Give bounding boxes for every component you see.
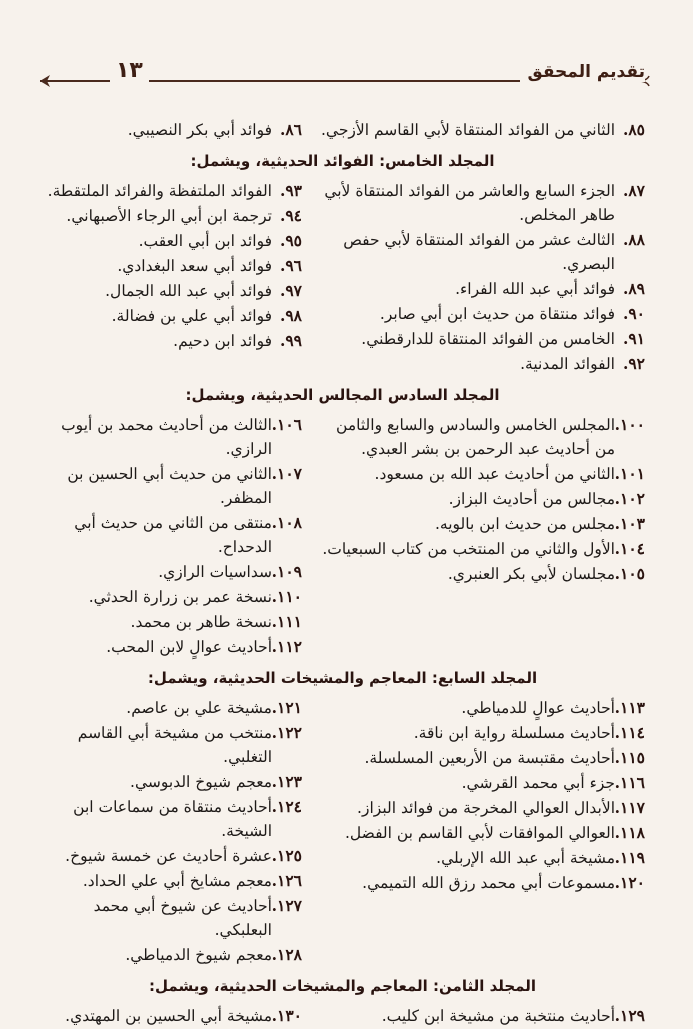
item-number: ١٠٢. bbox=[614, 489, 645, 508]
item-number: ١٠٩. bbox=[271, 562, 302, 581]
section-8-items bbox=[40, 1004, 645, 1029]
list-item bbox=[320, 462, 645, 486]
item-title: الجزء السابع والعاشر من الفوائد المنتقاة لأبي طاهر المخلص. bbox=[324, 182, 615, 224]
list-item bbox=[320, 228, 645, 276]
list-item bbox=[40, 179, 302, 203]
item-title: منتخب من مشيخة أبي القاسم التغلبي. bbox=[77, 724, 272, 766]
item-title: مشيخة أبي عبد الله الإربلي. bbox=[436, 849, 615, 867]
page-content bbox=[40, 118, 645, 1029]
list-item bbox=[40, 610, 302, 634]
list-item bbox=[40, 329, 302, 353]
item-title: جزء أبي محمد القرشي. bbox=[461, 774, 615, 792]
item-block-intro bbox=[40, 118, 645, 143]
list-item bbox=[40, 118, 302, 142]
item-title: أحاديث منتخبة من مشيخة ابن كليب. bbox=[381, 1007, 615, 1025]
item-number: ١٠٤. bbox=[614, 539, 645, 558]
item-title: فوائد أبي عبد الله الجمال. bbox=[105, 282, 272, 300]
item-title: نسخة عمر بن زرارة الحدثي. bbox=[88, 588, 272, 606]
item-number: ١١٥. bbox=[614, 748, 645, 767]
item-title: أحاديث مقتبسة من الأربعين المسلسلة. bbox=[364, 749, 615, 767]
item-title: معجم شيوخ الدمياطي. bbox=[125, 946, 272, 964]
section-title-volume-6: المجلد السادس المجالس الحديثية، ويشمل: bbox=[185, 386, 500, 404]
list-item bbox=[320, 179, 645, 227]
list-item bbox=[40, 844, 302, 868]
item-title: الثالث عشر من الفوائد المنتقاة لأبي حفص البصري. bbox=[343, 231, 615, 273]
item-number: ١٠٦. bbox=[271, 415, 302, 434]
item-title: فوائد أبي بكر النصيبي. bbox=[127, 121, 272, 139]
item-title: فوائد ابن أبي العقب. bbox=[138, 232, 272, 250]
item-title: الثاني من حديث أبي الحسين بن المظفر. bbox=[67, 465, 272, 507]
list-item bbox=[320, 277, 645, 301]
item-number: ٩٠. bbox=[622, 304, 645, 323]
list-item bbox=[40, 304, 302, 328]
item-number: ١٣٠. bbox=[271, 1006, 302, 1025]
item-title: مشيخة أبي الحسين بن المهتدي. bbox=[65, 1007, 272, 1025]
list-item bbox=[320, 1004, 645, 1028]
item-number: ٩٥. bbox=[279, 231, 302, 250]
list-item bbox=[320, 696, 645, 720]
item-title: الثاني من أحاديث عبد الله بن مسعود. bbox=[374, 465, 615, 483]
item-number: ١٢١. bbox=[271, 698, 302, 717]
item-title: الفوائد المدنية. bbox=[520, 355, 615, 373]
section-title-volume-5: المجلد الخامس: الفوائد الحديثية، ويشمل: bbox=[190, 152, 495, 170]
section-6-items bbox=[40, 413, 645, 660]
item-number: ١١٢. bbox=[271, 637, 302, 656]
item-number: ٨٩. bbox=[622, 279, 645, 298]
running-title: تقديم المحقق bbox=[520, 62, 646, 82]
item-title: نسخة طاهر بن محمد. bbox=[130, 613, 272, 631]
page-number: ١٣ bbox=[110, 58, 149, 83]
item-number: ١٢٤. bbox=[271, 797, 302, 816]
item-number: ١١٣. bbox=[614, 698, 645, 717]
item-number: ٩٨. bbox=[279, 306, 302, 325]
item-title: العوالي الموافقات لأبي القاسم بن الفضل. bbox=[344, 824, 615, 842]
list-item bbox=[40, 770, 302, 794]
item-title: فوائد أبي عبد الله الفراء. bbox=[455, 280, 615, 298]
header-arrow-ornament bbox=[38, 74, 78, 88]
list-item bbox=[320, 537, 645, 561]
item-number: ١٢٩. bbox=[614, 1006, 645, 1025]
list-item bbox=[320, 846, 645, 870]
item-number: ١٠٧. bbox=[271, 464, 302, 483]
item-number: ٩٧. bbox=[279, 281, 302, 300]
item-title: الخامس من الفوائد المنتقاة للدارقطني. bbox=[361, 330, 615, 348]
item-title: معجم شيوخ الدبوسي. bbox=[130, 773, 272, 791]
list-item bbox=[320, 721, 645, 745]
item-number: ٩٩. bbox=[279, 331, 302, 350]
list-item bbox=[320, 821, 645, 845]
item-number: ١١٤. bbox=[614, 723, 645, 742]
item-number: ١١٦. bbox=[614, 773, 645, 792]
list-item bbox=[320, 771, 645, 795]
item-number: ٨٥. bbox=[622, 120, 645, 139]
item-title: مشيخة علي بن عاصم. bbox=[126, 699, 272, 717]
list-item bbox=[40, 254, 302, 278]
item-title: مجالس من أحاديث البزاز. bbox=[448, 490, 615, 508]
item-title: الثالث من أحاديث محمد بن أيوب الرازي. bbox=[61, 416, 272, 458]
item-title: الثاني من الفوائد المنتقاة لأبي القاسم الأزجي. bbox=[320, 121, 615, 139]
list-item bbox=[320, 562, 645, 586]
item-number: ٩٦. bbox=[279, 256, 302, 275]
item-number: ١٠١. bbox=[614, 464, 645, 483]
item-title: فوائد أبي علي بن فضالة. bbox=[111, 307, 272, 325]
list-item bbox=[40, 795, 302, 843]
item-title: مجلس من حديث ابن بالويه. bbox=[435, 515, 615, 533]
item-number: ١٢٧. bbox=[271, 896, 302, 915]
item-number: ١١٨. bbox=[614, 823, 645, 842]
list-item bbox=[40, 511, 302, 559]
item-title: الفوائد الملتفظة والفرائد الملتقطة. bbox=[47, 182, 272, 200]
list-item bbox=[320, 413, 645, 461]
item-number: ١١٧. bbox=[614, 798, 645, 817]
item-number: ٨٦. bbox=[279, 120, 302, 139]
item-title: سداسيات الرازي. bbox=[158, 563, 272, 581]
list-item bbox=[40, 560, 302, 584]
item-title: الأبدال العوالي المخرجة من فوائد البزاز. bbox=[357, 799, 615, 817]
item-number: ١٢٢. bbox=[271, 723, 302, 742]
item-number: ٩١. bbox=[622, 329, 645, 348]
list-item bbox=[320, 118, 645, 142]
item-title: فوائد ابن دحيم. bbox=[173, 332, 272, 350]
item-number: ١٠٠. bbox=[614, 415, 645, 434]
item-title: معجم مشايخ أبي علي الحداد. bbox=[82, 872, 272, 890]
list-item bbox=[40, 869, 302, 893]
list-item bbox=[40, 635, 302, 659]
item-number: ٨٧. bbox=[622, 181, 645, 200]
item-number: ١٠٨. bbox=[271, 513, 302, 532]
item-title: الأول والثاني من المنتخب من كتاب السبعيات. bbox=[322, 540, 615, 558]
list-item bbox=[40, 1004, 302, 1028]
item-title: أحاديث مسلسلة رواية ابن ناقة. bbox=[413, 724, 615, 742]
list-item bbox=[320, 327, 645, 351]
item-number: ٩٢. bbox=[622, 354, 645, 373]
item-title: أحاديث عن شيوخ أبي محمد البعلبكي. bbox=[93, 897, 272, 939]
item-number: ٨٨. bbox=[622, 230, 645, 249]
list-item bbox=[40, 585, 302, 609]
item-title: مجلسان لأبي بكر العنبري. bbox=[447, 565, 615, 583]
section-5-items bbox=[40, 179, 645, 377]
section-title-volume-7: المجلد السابع: المعاجم والمشيخات الحديثية، ويشمل: bbox=[147, 669, 538, 687]
item-title: المجلس الخامس والسادس والسابع والثامن من أحاديث عبد الرحمن بن بشر العبدي. bbox=[336, 416, 615, 458]
item-title: عشرة أحاديث عن خمسة شيوخ. bbox=[65, 847, 272, 865]
item-title: فوائد أبي سعد البغدادي. bbox=[117, 257, 272, 275]
list-item bbox=[40, 943, 302, 967]
list-item bbox=[40, 721, 302, 769]
item-title: أحاديث منتقاة من سماعات ابن الشيخة. bbox=[73, 798, 272, 840]
item-title: أحاديث عوالٍ للدمياطي. bbox=[461, 699, 615, 717]
item-number: ١٠٥. bbox=[614, 564, 645, 583]
list-item bbox=[320, 746, 645, 770]
item-number: ١٠٣. bbox=[614, 514, 645, 533]
item-number: ١١١. bbox=[271, 612, 302, 631]
item-title: منتقى من الثاني من حديث أبي الدحداح. bbox=[74, 514, 272, 556]
item-number: ١٢٨. bbox=[271, 945, 302, 964]
list-item bbox=[320, 512, 645, 536]
item-title: أحاديث عوالٍ لابن المحب. bbox=[106, 638, 272, 656]
item-title: فوائد منتقاة من حديث ابن أبي صابر. bbox=[379, 305, 615, 323]
section-title-volume-8: المجلد الثامن: المعاجم والمشيخات الحديثية، ويشمل: bbox=[149, 977, 536, 995]
list-item bbox=[40, 413, 302, 461]
list-item bbox=[320, 352, 645, 376]
list-item bbox=[40, 462, 302, 510]
list-item bbox=[40, 204, 302, 228]
list-item bbox=[320, 487, 645, 511]
list-item bbox=[40, 696, 302, 720]
item-number: ٩٤. bbox=[279, 206, 302, 225]
list-item bbox=[40, 229, 302, 253]
item-title: مسموعات أبي محمد رزق الله التميمي. bbox=[362, 874, 615, 892]
item-number: ١٢٦. bbox=[271, 871, 302, 890]
list-item bbox=[320, 302, 645, 326]
list-item bbox=[320, 796, 645, 820]
item-number: ١٢٠. bbox=[614, 873, 645, 892]
list-item bbox=[40, 894, 302, 942]
item-number: ١٢٥. bbox=[271, 846, 302, 865]
item-number: ٩٣. bbox=[279, 181, 302, 200]
item-number: ١١٠. bbox=[271, 587, 302, 606]
section-7-items bbox=[40, 696, 645, 968]
list-item bbox=[320, 871, 645, 895]
list-item bbox=[40, 279, 302, 303]
page-header bbox=[48, 60, 645, 100]
item-number: ١٢٣. bbox=[271, 772, 302, 791]
item-number: ١١٩. bbox=[614, 848, 645, 867]
item-title: ترجمة ابن أبي الرجاء الأصبهاني. bbox=[66, 207, 272, 225]
